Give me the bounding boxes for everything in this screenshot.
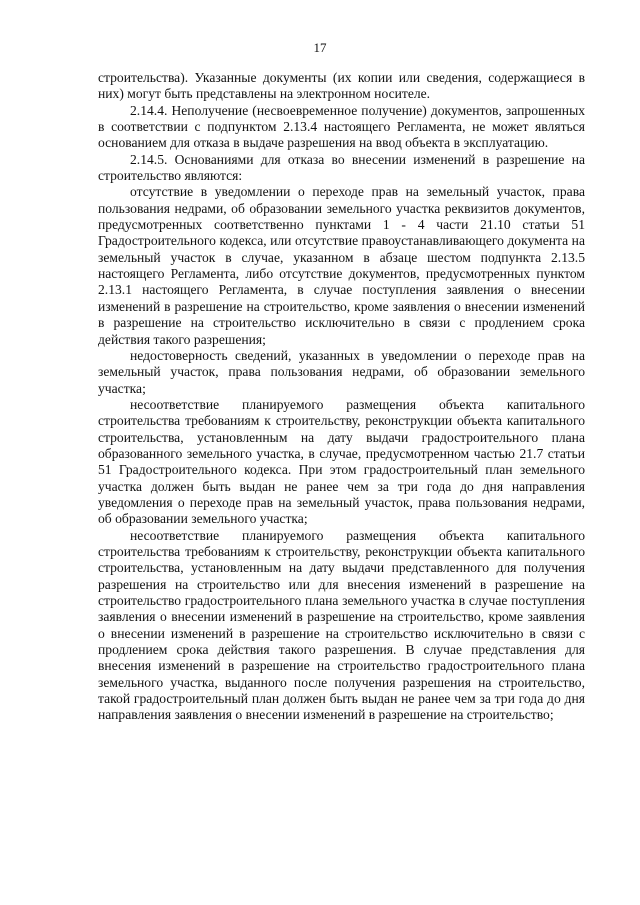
document-body [98,70,585,724]
paragraph-2-14-5: 2.14.5. Основаниями для отказа во внесении изменений в разрешение на строительство являются: [98,151,585,184]
paragraph-ground-inaccurate-info: недостоверность сведений, указанных в уведомлении о переходе прав на земельный участок, права пользования недрами, об образовании земельного участка; [98,347,585,396]
paragraph-2-14-4: 2.14.4. Неполучение (несвоевременное получение) документов, запрошенных в соответствии с подпунктом 2.13.4 настоящего Регламента, не может являться основанием для отказа в выдаче разрешения на ввод объекта в эксплуатацию. [98,102,585,151]
page-number: 17 [313,40,327,55]
paragraph-ground-missing-details: отсутствие в уведомлении о переходе прав на земельный участок, права пользования недрами, об образовании земельного участка реквизитов документов, предусмотренных соответственно пунктами 1 - 4 части 21.10 статьи 51 Градостроительного кодекса, или отсутствие правоустанавливающего документа на земельный участок в случае, указанном в абзаце шестом подпункта 2.13.5 настоящего Регламента, либо отсутствие документов, предусмотренных пунктом 2.13.1 настоящего Регламента, в случае поступления заявления о внесении изменений в разрешение на строительство, кроме заявления о внесении изменений в разрешение на строительство исключительно в связи с продлением срока действия такого разрешения; [98,184,585,347]
paragraph-ground-noncompliance-formed-plot: несоответствие планируемого размещения объекта капитального строительства требованиям к строительству, реконструкции объекта капитального строительства, установленным на дату выдачи градостроительного плана образованного земельного участка, в случае, предусмотренном частью 21.7 статьи 51 Градостроительного кодекса. При этом градостроительный план земельного участка должен быть выдан не ранее чем за три года до дня направления уведомления о переходе прав на земельный участок, права пользования недрами, об образовании земельного участка; [98,396,585,527]
paragraph-ground-noncompliance-plan: несоответствие планируемого размещения объекта капитального строительства требованиям к строительству, реконструкции объекта капитального строительства, установленным на дату выдачи представленного для получения разрешения на строительство или для внесения изменений в разрешение на строительство градостроительного плана земельного участка в случае поступления заявления о внесении изменений в разрешение на строительство, кроме заявления о внесении изменений в разрешение на строительство исключительно в связи с продлением срока действия такого разрешения. В случае представления для внесения изменений в разрешение на строительство градостроительного плана земельного участка, выданного после получения разрешения на строительство, такой градостроительный план должен быть выдан не ранее чем за три года до дня направления заявления о внесении изменений в разрешение на строительство; [98,527,585,723]
paragraph-continuation: строительства). Указанные документы (их копии или сведения, содержащиеся в них) могут быть представлены на электронном носителе. [98,70,585,102]
